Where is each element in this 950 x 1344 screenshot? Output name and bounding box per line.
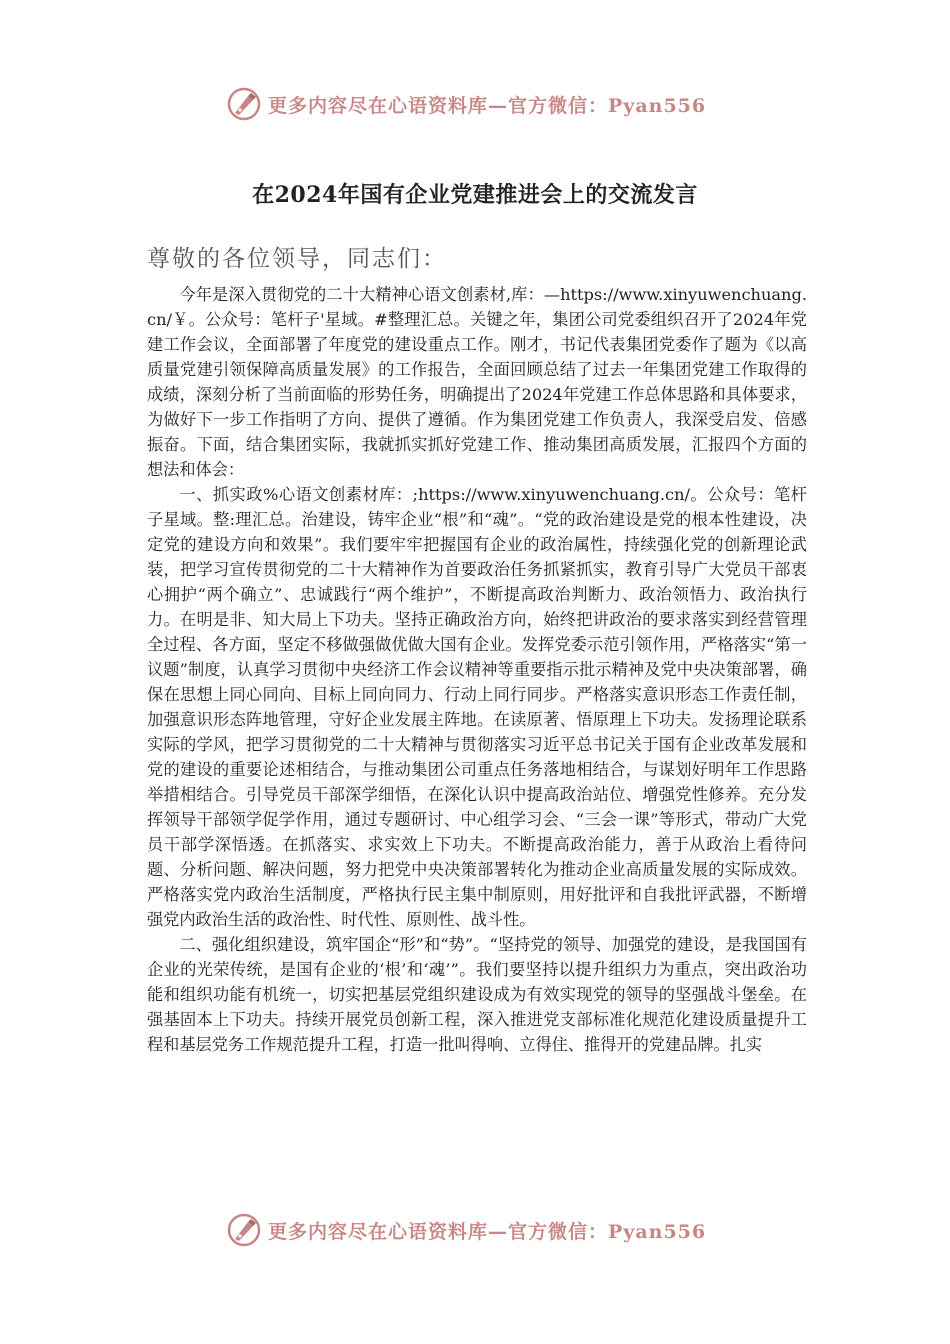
document-title: 在2024年国有企业党建推进会上的交流发言 — [252, 182, 698, 208]
watermark-banner-bottom — [226, 1210, 726, 1250]
watermark-banner-top — [226, 84, 726, 124]
watermark-text: 更多内容尽在心语资料库—官方微信：Pyan556 — [268, 94, 707, 117]
paragraph: 今年是深入贯彻党的二十大精神心语文创素材,库：—https://www.xinyuwenchuang.cn/￥。公众号：笔杆子'星域。#整理汇总。关键之年，集团公司党委组织召开了2024年党建工作会议，全面部署了年度党的建设重点工作。刚才，书记代表集团党委作了题为《以高质量党建引领保障高质量发展》的工作报告，全面回顾总结了过去一年集团党建工作取得的成绩，深刻分析了当前面临的形势任务，明确提出了2024年党建工作总体思路和具体要求，为做好下一步工作指明了方向、提供了遵循。作为集团党建工作负责人，我深受启发、倍感振奋。下面，结合集团实际，我就抓实抓好党建工作、推动集团高质发展，汇报四个方面的想法和体会： — [147, 285, 807, 479]
pen-nib-icon — [226, 86, 262, 122]
watermark-text: 更多内容尽在心语资料库—官方微信：Pyan556 — [268, 1220, 707, 1243]
document-body — [147, 282, 807, 1057]
paragraph: 一、抓实政%心语文创素材库：;https://www.xinyuwenchuang.cn/。公众号：笔杆子星域。整:理汇总。治建设，铸牢企业“根”和“魂”。“党的政治建设是党的根本性建设，决定党的建设方向和效果”。我们要牢牢把握国有企业的政治属性，持续强化党的创新理论武装，把学习宣传贯彻党的二十大精神作为首要政治任务抓紧抓实，教育引导广大党员干部衷心拥护“两个确立”、忠诚践行“两个维护”，不断提高政治判断力、政治领悟力、政治执行力。在明是非、知大局上下功夫。坚持正确政治方向，始终把讲政治的要求落实到经营管理全过程、各方面，坚定不移做强做优做大国有企业。发挥党委示范引领作用，严格落实“第一议题”制度，认真学习贯彻中央经济工作会议精神等重要指示批示精神及党中央决策部署，确保在思想上同心同向、目标上同向同力、行动上同行同步。严格落实意识形态工作责任制，加强意识形态阵地管理，守好企业发展主阵地。在读原著、悟原理上下功夫。发扬理论联系实际的学风，把学习贯彻党的二十大精神与贯彻落实习近平总书记关于国有企业改革发展和党的建设的重要论述相结合，与推动集团公司重点任务落地相结合，与谋划好明年工作思路举措相结合。引导党员干部深学细悟，在深化认识中提高政治站位、增强党性修养。充分发挥领导干部领学促学作用，通过专题研讨、中心组学习会、“三会一课”等形式，带动广大党员干部学深悟透。在抓落实、求实效上下功夫。不断提高政治能力，善于从政治上看待问题、分析问题、解决问题，努力把党中央决策部署转化为推动企业高质量发展的实际成效。严格落实党内政治生活制度，严格执行民主集中制原则，用好批评和自我批评武器，不断增强党内政治生活的政治性、时代性、原则性、战斗性。 — [147, 485, 807, 929]
salutation: 尊敬的各位领导，同志们： — [147, 246, 447, 272]
pen-nib-icon — [226, 1212, 262, 1248]
paragraph: 二、强化组织建设，筑牢国企“形”和“势”。“坚持党的领导、加强党的建设，是我国国有企业的光荣传统，是国有企业的‘根’和‘魂’”。我们要坚持以提升组织力为重点，突出政治功能和组织功能有机统一，切实把基层党组织建设成为有效实现党的领导的坚强战斗堡垒。在强基固本上下功夫。持续开展党员创新工程，深入推进党支部标准化规范化建设质量提升工程和基层党务工作规范提升工程，打造一批叫得响、立得住、推得开的党建品牌。扎实 — [147, 935, 807, 1054]
